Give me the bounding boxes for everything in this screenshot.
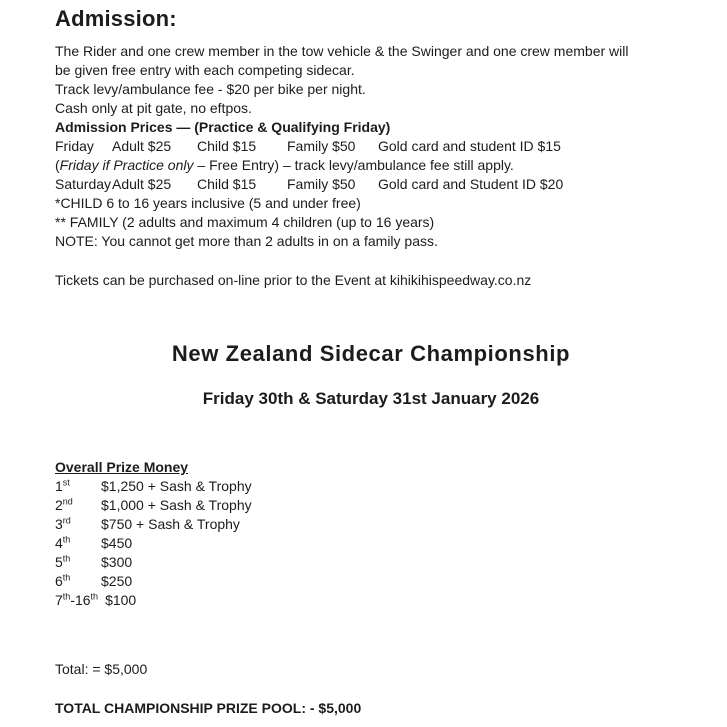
friday-price-row: [55, 137, 687, 156]
saturday-family-price: Family $50: [287, 176, 356, 192]
admission-heading: Admission:: [55, 6, 177, 31]
friday-practice-note: [55, 156, 687, 175]
friday-adult-price: Adult $25: [112, 138, 172, 154]
note-rest-text: – Free Entry) – track levy/ambulance fee still apply.: [193, 157, 514, 173]
championship-title: New Zealand Sidecar Championship: [171, 341, 571, 366]
prize-amount: $250: [101, 573, 133, 589]
saturday-price-row: [55, 175, 687, 194]
prize-rank: [55, 477, 101, 496]
prize-row-4th: [55, 534, 687, 553]
prize-row-2nd: [55, 496, 687, 515]
prize-rank: [55, 534, 101, 553]
tickets-purchase-line: Tickets can be purchased on-line prior to the Event at kihikihispeedway.co.nz: [55, 272, 532, 288]
rank-ordinal: th: [62, 572, 71, 583]
prize-rank: [55, 553, 101, 572]
rank-number: 3: [55, 516, 63, 532]
rank-ordinal-2: th: [90, 591, 99, 602]
rank-number: 5: [55, 554, 63, 570]
prize-rank-range: [55, 591, 98, 610]
family-definition-note: ** FAMILY (2 adults and maximum 4 children (up to 16 years): [55, 214, 435, 230]
friday-goldcard-price: Gold card and student ID $15: [378, 138, 561, 154]
prize-rank: [55, 572, 101, 591]
prize-row-5th: [55, 553, 687, 572]
prize-amount: $750 + Sash & Trophy: [101, 516, 240, 532]
intro-line-1: The Rider and one crew member in the tow vehicle & the Swinger and one crew member will: [55, 43, 629, 59]
prize-amount: $1,250 + Sash & Trophy: [101, 478, 252, 494]
rank-ordinal: rd: [62, 515, 71, 526]
prize-rank: [55, 515, 101, 534]
saturday-child-price: Child $15: [197, 176, 257, 192]
rank-ordinal: th: [62, 591, 71, 602]
prize-amount: $300: [101, 554, 133, 570]
intro-line-2: be given free entry with each competing sidecar.: [55, 62, 355, 78]
rank-number-2: -16: [70, 592, 91, 608]
rank-number: 1: [55, 478, 63, 494]
friday-family-price: Family $50: [287, 138, 356, 154]
prize-row-3rd: [55, 515, 687, 534]
rank-ordinal: th: [62, 553, 71, 564]
championship-prize-pool-line: TOTAL CHAMPIONSHIP PRIZE POOL: - $5,000: [55, 700, 362, 716]
friday-child-price: Child $15: [197, 138, 257, 154]
prize-row-1st: [55, 477, 687, 496]
prize-row-6th: [55, 572, 687, 591]
rank-ordinal: nd: [62, 496, 73, 507]
saturday-day-label: Saturday: [55, 176, 112, 192]
prize-total-line: Total: = $5,000: [55, 661, 148, 677]
prize-rank: [55, 496, 101, 515]
prize-amount: $1,000 + Sash & Trophy: [101, 497, 252, 513]
rank-number: 4: [55, 535, 63, 551]
championship-dates: Friday 30th & Saturday 31st January 2026: [202, 389, 540, 408]
family-pass-note: NOTE: You cannot get more than 2 adults in on a family pass.: [55, 233, 438, 249]
prize-money-heading: Overall Prize Money: [55, 459, 189, 475]
friday-day-label: Friday: [55, 138, 94, 154]
cash-only-line: Cash only at pit gate, no eftpos.: [55, 100, 252, 116]
saturday-adult-price: Adult $25: [112, 176, 172, 192]
rank-number: 7: [55, 592, 63, 608]
admission-prices-heading: Admission Prices — (Practice & Qualifying Friday): [55, 119, 391, 135]
track-levy-line: Track levy/ambulance fee - $20 per bike per night.: [55, 81, 366, 97]
rank-ordinal: st: [62, 477, 70, 488]
prize-amount: $450: [101, 535, 133, 551]
note-open-paren: (: [55, 157, 60, 173]
saturday-goldcard-price: Gold card and Student ID $20: [378, 176, 564, 192]
prize-amount: $100: [105, 592, 137, 608]
child-age-note: *CHILD 6 to 16 years inclusive (5 and under free): [55, 195, 361, 211]
note-italic-text: Friday if Practice only: [59, 157, 194, 173]
rank-number: 6: [55, 573, 63, 589]
rank-ordinal: th: [62, 534, 71, 545]
rank-number: 2: [55, 497, 63, 513]
prize-row-7th-16th: [55, 591, 687, 610]
